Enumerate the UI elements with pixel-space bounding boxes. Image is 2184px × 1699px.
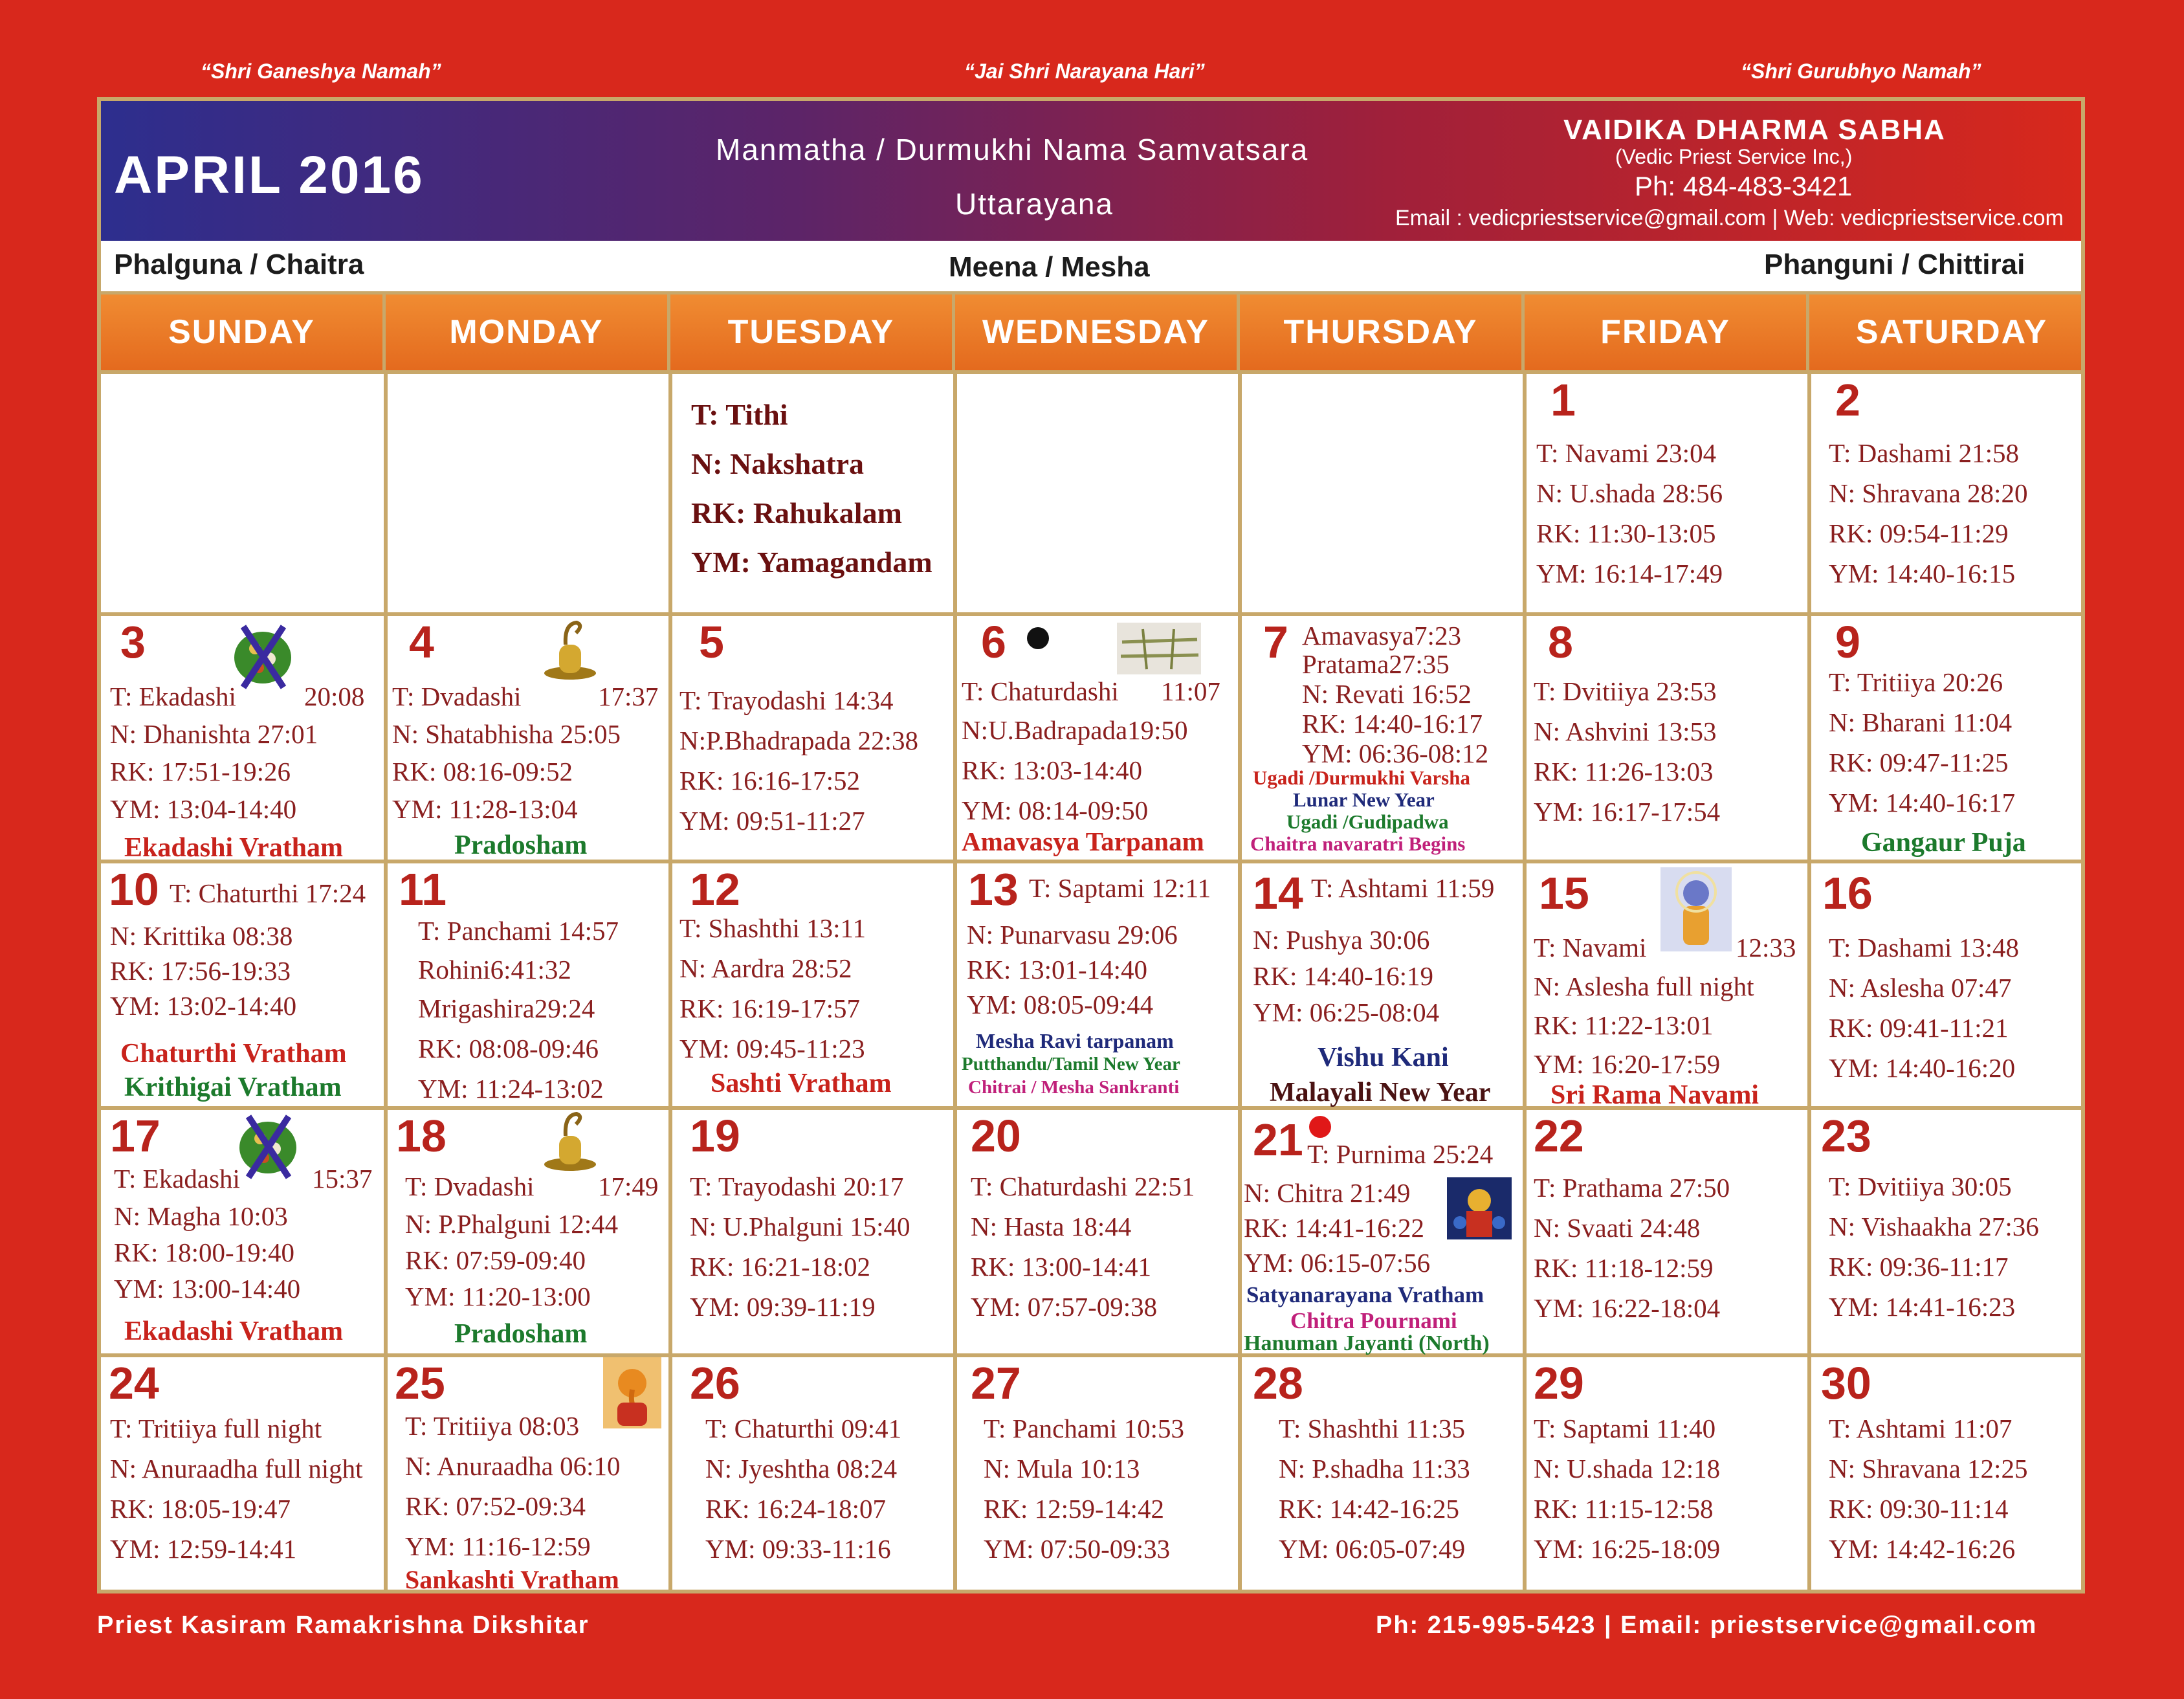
grid-line — [953, 370, 957, 1594]
weekday-tuesday: TUESDAY — [670, 294, 955, 370]
tithi: T: Ekadashi — [110, 682, 236, 711]
event: Ekadashi Vratham — [124, 1316, 344, 1346]
tithi-time: 15:37 — [312, 1164, 373, 1194]
legend-tithi: T: Tithi — [691, 398, 788, 431]
rahukalam: RK: 09:36-11:17 — [1829, 1252, 2009, 1282]
nakshatra: N:P.Bhadrapada 22:38 — [679, 726, 918, 755]
rahukalam: RK: 09:41-11:21 — [1829, 1013, 2009, 1043]
yamagandam: YM: 09:39-11:19 — [690, 1292, 876, 1322]
yamagandam: YM: 14:40-16:15 — [1829, 559, 2016, 588]
nakshatra: N: Dhanishta 27:01 — [110, 719, 318, 749]
grid-line — [1238, 370, 1242, 1594]
rahukalam: RK: 11:15-12:58 — [1534, 1494, 1714, 1524]
nakshatra: N: U.shada 28:56 — [1536, 478, 1723, 508]
date-number: 8 — [1548, 617, 1573, 667]
yamagandam: YM: 14:42-16:26 — [1829, 1534, 2016, 1564]
tithi: T: Prathama 27:50 — [1534, 1173, 1730, 1203]
rahukalam: RK: 11:18-12:59 — [1534, 1253, 1714, 1283]
date-number: 12 — [690, 864, 740, 915]
darbha-grass-icon — [1117, 623, 1201, 674]
nakshatra-rohini: Rohini6:41:32 — [418, 955, 571, 984]
rahukalam: RK: 11:26-13:03 — [1534, 757, 1714, 786]
yamagandam: YM: 14:41-16:23 — [1829, 1292, 2016, 1322]
event: Vishu Kani — [1318, 1043, 1449, 1072]
tithi: T: Dvadashi — [392, 682, 522, 711]
yamagandam: YM: 08:05-09:44 — [967, 990, 1154, 1019]
event: Ekadashi Vratham — [124, 833, 344, 863]
tithi: T: Ashtami 11:59 — [1311, 873, 1495, 903]
event: Putthandu/Tamil New Year — [962, 1054, 1180, 1074]
tithi: T: Ashtami 11:07 — [1829, 1414, 2013, 1443]
rahukalam: RK: 14:42-16:25 — [1279, 1494, 1460, 1524]
rahukalam: RK: 14:40-16:17 — [1302, 709, 1483, 738]
weekday-sunday: SUNDAY — [101, 294, 386, 370]
tithi: T: Chaturdashi — [962, 676, 1119, 706]
lunar-months-left: Phalguna / Chaitra — [114, 249, 364, 280]
yamagandam: YM: 12:59-14:41 — [110, 1534, 297, 1564]
tithi: T: Dvitiiya 23:53 — [1534, 676, 1717, 706]
date-number: 1 — [1550, 375, 1576, 425]
date-number: 22 — [1534, 1111, 1584, 1161]
tithi-pratama: Pratama27:35 — [1302, 649, 1450, 679]
event: Sankashti Vratham — [405, 1565, 619, 1594]
tithi: T: Chaturdashi 22:51 — [971, 1172, 1195, 1201]
nakshatra: N: Svaati 24:48 — [1534, 1213, 1701, 1243]
grid-line — [1807, 370, 1811, 1594]
nakshatra: N: Mula 10:13 — [984, 1454, 1140, 1483]
tithi-time: 12:33 — [1736, 933, 1796, 962]
nakshatra: N: Ashvini 13:53 — [1534, 716, 1717, 746]
nakshatra: N: Chitra 21:49 — [1244, 1178, 1411, 1208]
org-phone: Ph: 484-483-3421 — [1635, 171, 1853, 201]
rahukalam: RK: 16:19-17:57 — [679, 994, 861, 1023]
calendar-frame — [97, 97, 2085, 1594]
rama-image-icon — [1660, 867, 1732, 951]
weekday-header — [101, 294, 2081, 370]
yamagandam: YM: 06:05-07:49 — [1279, 1534, 1466, 1564]
nakshatra: N:U.Badrapada19:50 — [962, 715, 1188, 745]
yamagandam: YM: 09:51-11:27 — [679, 806, 865, 836]
org-subtitle: (Vedic Priest Service Inc,) — [1615, 145, 1853, 168]
grid-line — [384, 370, 388, 1594]
rahukalam: RK: 16:24-18:07 — [705, 1494, 887, 1524]
yamagandam: YM: 06:15-07:56 — [1244, 1248, 1431, 1278]
date-number: 18 — [396, 1111, 447, 1161]
yamagandam: YM: 16:22-18:04 — [1534, 1293, 1721, 1323]
event: Sashti Vratham — [711, 1069, 892, 1098]
rahukalam: RK: 12:59-14:42 — [984, 1494, 1165, 1524]
date-number: 11 — [399, 864, 447, 915]
date-number: 2 — [1835, 375, 1860, 425]
black-dot-new-moon-icon — [1025, 625, 1051, 651]
nakshatra: N: P.Phalguni 12:44 — [405, 1209, 619, 1239]
date-number: 30 — [1821, 1358, 1871, 1408]
solar-months-center: Meena / Mesha — [949, 251, 1150, 283]
nakshatra: N: Shravana 12:25 — [1829, 1454, 2028, 1483]
date-number: 23 — [1821, 1111, 1871, 1161]
tithi-time: 17:49 — [598, 1172, 659, 1201]
tithi: T: Saptami 11:40 — [1534, 1414, 1716, 1443]
date-number: 14 — [1253, 868, 1303, 918]
samvatsara-title: Manmatha / Durmukhi Nama Samvatsara — [716, 133, 1309, 166]
date-number: 6 — [981, 617, 1006, 667]
date-number: 7 — [1263, 617, 1288, 667]
date-number: 19 — [690, 1111, 740, 1161]
event: Chaturthi Vratham — [120, 1039, 347, 1069]
weekday-saturday: SATURDAY — [1855, 313, 2048, 351]
yamagandam: YM: 13:02-14:40 — [110, 991, 297, 1021]
event: Ugadi /Gudipadwa — [1286, 810, 1449, 833]
yamagandam: YM: 13:04-14:40 — [110, 794, 297, 824]
event: Sri Rama Navami — [1550, 1080, 1759, 1110]
rahukalam: RK: 13:00-14:41 — [971, 1252, 1152, 1282]
rahukalam: RK: 16:21-18:02 — [690, 1252, 871, 1282]
rahukalam: RK: 09:54-11:29 — [1829, 518, 2009, 548]
rahukalam: RK: 08:08-09:46 — [418, 1034, 599, 1063]
date-number: 13 — [968, 864, 1019, 915]
date-number: 27 — [971, 1358, 1021, 1408]
weekday-thursday: THURSDAY — [1240, 294, 1525, 370]
yamagandam: YM: 16:14-17:49 — [1536, 559, 1723, 588]
legend-yamagandam: YM: Yamagandam — [691, 546, 932, 579]
nakshatra: N: Krittika 08:38 — [110, 921, 293, 951]
date-number: 21 — [1253, 1115, 1303, 1165]
nakshatra: N: Magha 10:03 — [114, 1201, 288, 1231]
tithi: T: Trayodashi 14:34 — [679, 685, 894, 715]
org-name: VAIDIKA DHARMA SABHA — [1563, 114, 1946, 146]
tithi: T: Dashami 21:58 — [1829, 438, 2020, 468]
nakshatra: N: Punarvasu 29:06 — [967, 920, 1178, 949]
shiva-linga-icon — [541, 619, 599, 683]
date-number: 29 — [1534, 1358, 1584, 1408]
weekday-wednesday: WEDNESDAY — [955, 294, 1240, 370]
tithi: T: Saptami 12:11 — [1029, 873, 1211, 903]
date-number: 24 — [109, 1358, 159, 1408]
tamil-months-right: Phanguni / Chittirai — [1764, 249, 2025, 280]
lunar-months-row — [101, 241, 2081, 294]
tithi: T: Tritiiya 08:03 — [405, 1411, 580, 1441]
date-number: 10 — [109, 864, 159, 915]
tithi-time: 20:08 — [304, 682, 365, 711]
yamagandam: YM: 06:25-08:04 — [1253, 997, 1440, 1027]
event: Ugadi /Durmukhi Varsha — [1253, 766, 1470, 789]
date-number: 5 — [699, 617, 724, 667]
tithi-amavasya: Amavasya7:23 — [1302, 621, 1461, 650]
weekday-monday: MONDAY — [386, 294, 670, 370]
tithi-time: 17:37 — [598, 682, 659, 711]
yamagandam: YM: 16:17-17:54 — [1534, 797, 1721, 827]
tithi: T: Chaturthi 09:41 — [705, 1414, 902, 1443]
tithi: T: Ekadashi — [114, 1164, 240, 1194]
weekday-friday: FRIDAY — [1525, 294, 1809, 370]
rahukalam: RK: 07:52-09:34 — [405, 1491, 586, 1521]
tithi: T: Panchami 10:53 — [984, 1414, 1184, 1443]
event: Krithigai Vratham — [124, 1072, 342, 1102]
blessing-narayana: “Jai Shri Narayana Hari” — [964, 60, 1205, 83]
nakshatra: N: U.shada 12:18 — [1534, 1454, 1721, 1483]
tithi: T: Dashami 13:48 — [1829, 933, 2020, 962]
rahukalam: RK: 14:41-16:22 — [1244, 1213, 1425, 1243]
blessing-ganesha: “Shri Ganeshya Namah” — [201, 60, 441, 83]
org-contact: Email : vedicpriestservice@gmail.com | Web: vedicpriestservice.com — [1395, 206, 2064, 230]
grid-line — [101, 860, 2081, 863]
tithi: T: Purnima 25:24 — [1307, 1139, 1494, 1169]
yamagandam: YM: 11:20-13:00 — [405, 1282, 591, 1311]
yamagandam: YM: 07:57-09:38 — [971, 1292, 1158, 1322]
tithi: T: Shashthi 13:11 — [679, 913, 866, 943]
date-number: 15 — [1539, 868, 1589, 918]
satyanarayana-image-icon — [1447, 1177, 1512, 1239]
nakshatra: N: Aardra 28:52 — [679, 953, 852, 983]
date-number: 20 — [971, 1111, 1021, 1161]
event: Amavasya Tarpanam — [962, 827, 1204, 856]
yamagandam: YM: 14:40-16:20 — [1829, 1053, 2016, 1083]
date-number: 17 — [110, 1111, 160, 1161]
rahukalam: RK: 17:51-19:26 — [110, 757, 291, 786]
tithi: T: Dvadashi — [405, 1172, 535, 1201]
event: Pradosham — [454, 1319, 588, 1349]
event: Mesha Ravi tarpanam — [976, 1029, 1174, 1052]
rahukalam: RK: 07:59-09:40 — [405, 1245, 586, 1275]
rahukalam: RK: 14:40-16:19 — [1253, 961, 1434, 991]
nakshatra: N: Anuraadha full night — [110, 1454, 363, 1483]
event: Gangaur Puja — [1861, 828, 2026, 858]
crossed-food-leaf-icon — [236, 1110, 300, 1181]
ganesha-image-icon — [603, 1357, 661, 1428]
nakshatra: N: Anuraadha 06:10 — [405, 1451, 621, 1481]
date-number: 25 — [395, 1358, 445, 1408]
yamagandam: YM: 07:50-09:33 — [984, 1534, 1171, 1564]
footer-priest-name: Priest Kasiram Ramakrishna Dikshitar — [97, 1612, 590, 1639]
nakshatra: N: Hasta 18:44 — [971, 1212, 1132, 1241]
blessing-guru: “Shri Gurubhyo Namah” — [1741, 60, 1981, 83]
date-number: 4 — [409, 617, 434, 667]
event: Chitrai / Mesha Sankranti — [968, 1077, 1180, 1098]
footer-contact: Ph: 215-995-5423 | Email: priestservice@gmail.com — [1376, 1612, 2038, 1639]
event: Satyanarayana Vratham — [1246, 1282, 1484, 1307]
grid-line — [1523, 370, 1527, 1594]
legend-nakshatra: N: Nakshatra — [691, 447, 865, 480]
yamagandam: YM: 16:25-18:09 — [1534, 1534, 1721, 1564]
tithi: T: Dvitiiya 30:05 — [1829, 1172, 2012, 1201]
ayana-label: Uttarayana — [955, 187, 1114, 221]
nakshatra: N: P.shadha 11:33 — [1279, 1454, 1470, 1483]
nakshatra: N: Pushya 30:06 — [1253, 925, 1430, 955]
nakshatra: N: Shravana 28:20 — [1829, 478, 2028, 508]
tithi: T: Trayodashi 20:17 — [690, 1172, 904, 1201]
rahukalam: RK: 17:56-19:33 — [110, 956, 291, 986]
rahukalam: RK: 18:00-19:40 — [114, 1238, 295, 1267]
nakshatra-mrigashira: Mrigashira29:24 — [418, 994, 595, 1023]
shiva-linga-icon — [541, 1110, 599, 1175]
yamagandam: YM: 09:33-11:16 — [705, 1534, 891, 1564]
crossed-food-leaf-icon — [230, 620, 295, 691]
tithi-time: 11:07 — [1161, 676, 1220, 706]
tithi: T: Navami 23:04 — [1536, 438, 1717, 468]
tithi: T: Panchami 14:57 — [418, 916, 619, 946]
tithi: T: Tritiiya full night — [110, 1414, 322, 1443]
nakshatra: N: Aslesha 07:47 — [1829, 973, 2012, 1003]
rahukalam: RK: 18:05-19:47 — [110, 1494, 291, 1524]
grid-line — [101, 612, 2081, 616]
yamagandam: YM: 11:16-12:59 — [405, 1531, 591, 1561]
yamagandam: YM: 08:14-09:50 — [962, 795, 1149, 825]
grid-line — [668, 370, 672, 1594]
rahukalam: RK: 13:03-14:40 — [962, 755, 1143, 785]
date-number: 3 — [120, 617, 146, 667]
nakshatra: N: Jyeshtha 08:24 — [705, 1454, 898, 1483]
month-title: APRIL 2016 — [114, 146, 425, 205]
date-number: 28 — [1253, 1358, 1303, 1408]
event: Chitra Pournami — [1290, 1308, 1457, 1333]
rahukalam: RK: 08:16-09:52 — [392, 757, 573, 786]
rahukalam: RK: 09:30-11:14 — [1829, 1494, 2009, 1524]
calendar-banner — [101, 101, 2081, 241]
yamagandam: YM: 06:36-08:12 — [1302, 738, 1489, 768]
rahukalam: RK: 09:47-11:25 — [1829, 748, 2009, 777]
tithi: T: Navami — [1534, 933, 1647, 962]
yamagandam: YM: 14:40-16:17 — [1829, 788, 2016, 817]
nakshatra: N: Shatabhisha 25:05 — [392, 719, 621, 749]
yamagandam: YM: 11:24-13:02 — [418, 1074, 604, 1104]
tithi: T: Chaturthi 17:24 — [170, 878, 366, 908]
grid-line — [101, 370, 2081, 374]
yamagandam: YM: 16:20-17:59 — [1534, 1049, 1721, 1079]
nakshatra: N: Aslesha full night — [1534, 972, 1754, 1001]
nakshatra: N: Bharani 11:04 — [1829, 707, 2013, 737]
event: Chaitra navaratri Begins — [1250, 832, 1466, 855]
nakshatra: N: Vishaakha 27:36 — [1829, 1212, 2039, 1241]
tithi: T: Shashthi 11:35 — [1279, 1414, 1466, 1443]
nakshatra: N: Revati 16:52 — [1302, 679, 1472, 709]
event: Hanuman Jayanti (North) — [1244, 1331, 1490, 1355]
event: Lunar New Year — [1293, 788, 1435, 811]
yamagandam: YM: 13:00-14:40 — [114, 1274, 301, 1304]
rahukalam: RK: 13:01-14:40 — [967, 955, 1148, 984]
date-number: 26 — [690, 1358, 740, 1408]
nakshatra: N: U.Phalguni 15:40 — [690, 1212, 910, 1241]
tithi: T: Tritiiya 20:26 — [1829, 667, 2003, 697]
yamagandam: YM: 11:28-13:04 — [392, 794, 578, 824]
yamagandam: YM: 09:45-11:23 — [679, 1034, 865, 1063]
date-number: 9 — [1835, 617, 1860, 667]
legend-rahukalam: RK: Rahukalam — [691, 496, 902, 529]
event: Malayali New Year — [1270, 1078, 1491, 1107]
red-dot-full-moon-icon — [1307, 1114, 1333, 1140]
rahukalam: RK: 11:22-13:01 — [1534, 1010, 1714, 1040]
date-number: 16 — [1822, 868, 1873, 918]
rahukalam: RK: 11:30-13:05 — [1536, 518, 1716, 548]
rahukalam: RK: 16:16-17:52 — [679, 766, 861, 795]
event: Pradosham — [454, 830, 588, 860]
